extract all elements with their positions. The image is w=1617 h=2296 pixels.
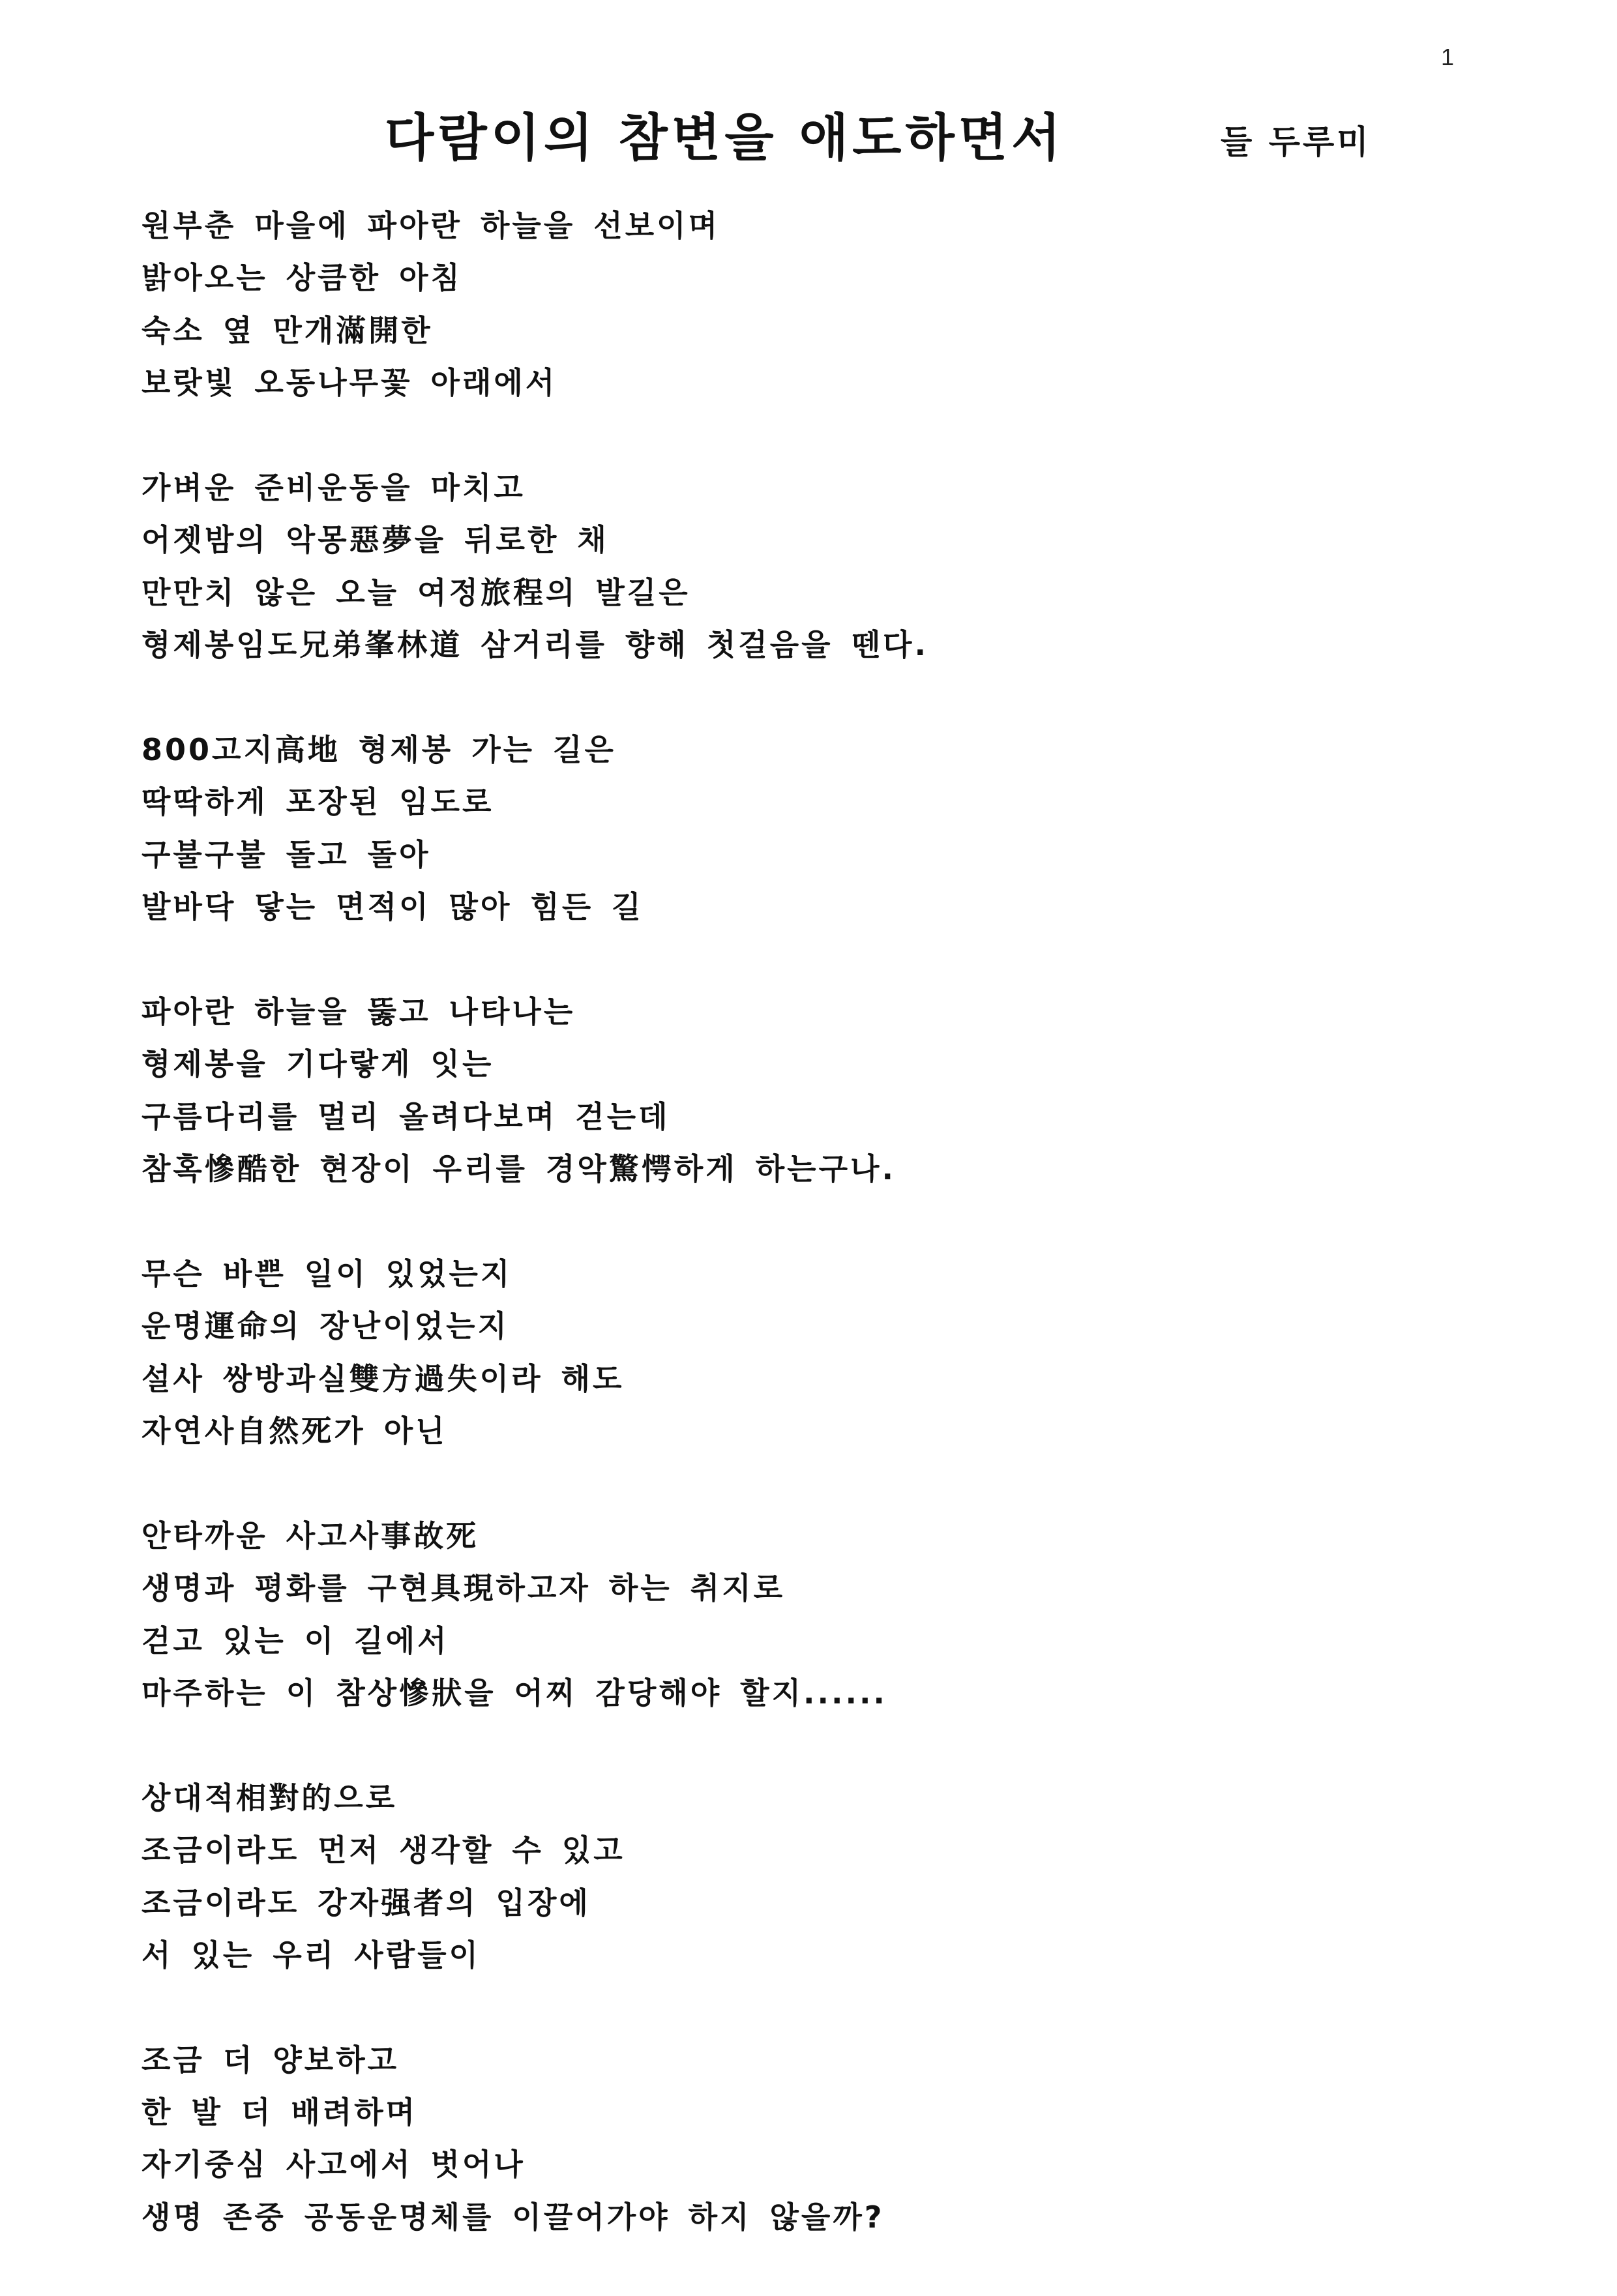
poem-line: 구불구불 돌고 돌아: [141, 836, 431, 872]
stanza: [141, 1510, 1511, 1720]
stanza: [141, 1248, 1511, 1458]
stanza: [141, 199, 1511, 409]
poem-line: 숙소 옆 만개滿開한: [141, 312, 433, 348]
stanza: [141, 724, 1511, 934]
poem-body: [141, 199, 1511, 2296]
poem-line: 구름다리를 멀리 올려다보며 걷는데: [141, 1098, 670, 1134]
poem-line: 형제봉을 기다랗게 잇는: [141, 1046, 494, 1082]
poem-line: 설사 쌍방과실雙方過失이라 해도: [141, 1361, 625, 1396]
poem-line: 보랏빛 오동나무꽃 아래에서: [141, 365, 557, 401]
poem-line: 서 있는 우리 사람들이: [141, 1937, 481, 1973]
poem-line: 걷고 있는 이 길에서: [141, 1623, 449, 1658]
poem-line: 만만치 않은 오늘 여정旅程의 발길은: [141, 574, 690, 610]
page-number: 1: [1441, 44, 1455, 70]
poem-line: 무슨 바쁜 일이 있었는지: [141, 1256, 512, 1291]
poem-line: 자기중심 사고에서 벗어나: [141, 2147, 526, 2183]
poem-line: 조금이라도 먼저 생각할 수 있고: [141, 1832, 625, 1868]
poem-line: 안타까운 사고사事故死: [141, 1518, 479, 1553]
poem-line: 조금이라도 강자强者의 입장에: [141, 1885, 591, 1921]
poem-line: 발바닥 닿는 면적이 많아 힘든 길: [141, 889, 644, 925]
poem-line: 상대적相對的으로: [141, 1780, 398, 1816]
poem-line: 생명 존중 공동운명체를 이끌어가야 하지 않을까?: [141, 2199, 885, 2235]
poem-line: 한 발 더 배려하며: [141, 2095, 418, 2130]
poem-line: 가벼운 준비운동을 마치고: [141, 469, 526, 505]
poem-line: 딱딱하게 포장된 임도로: [141, 784, 494, 820]
poem-line: 참혹慘酷한 현장이 우리를 경악驚愕하게 하는구나.: [141, 1151, 896, 1187]
poem-line: 운명運命의 장난이었는지: [141, 1308, 509, 1344]
poem-line: 밝아오는 상큼한 아침: [141, 260, 462, 296]
poem-line: 원부춘 마을에 파아란 하늘을 선보이며: [141, 208, 720, 243]
poem-line: 자연사自然死가 아닌: [141, 1413, 447, 1449]
poem-line: 형제봉임도兄弟峯林道 삼거리를 향해 첫걸음을 뗀다.: [141, 627, 928, 663]
poem-line: 800고지高地 형제봉 가는 길은: [141, 731, 616, 767]
poem-line: 조금 더 양보하고: [141, 2042, 400, 2078]
poem-line: 어젯밤의 악몽惡夢을 뒤로한 채: [141, 522, 609, 558]
poem-line: 생명과 평화를 구현具現하고자 하는 취지로: [141, 1570, 786, 1606]
stanza: [141, 462, 1511, 671]
stanza: [141, 986, 1511, 1196]
stanza: [141, 1772, 1511, 1982]
poem-line: 마주하는 이 참상慘狀을 어찌 감당해야 할지......: [141, 1675, 887, 1711]
poem-line: 파아란 하늘을 뚫고 나타나는: [141, 993, 576, 1029]
stanza: [141, 2034, 1511, 2244]
poem-title: 다람이의 참변을 애도하면서: [385, 109, 1065, 168]
poem-author: 들 두루미: [1221, 123, 1371, 161]
